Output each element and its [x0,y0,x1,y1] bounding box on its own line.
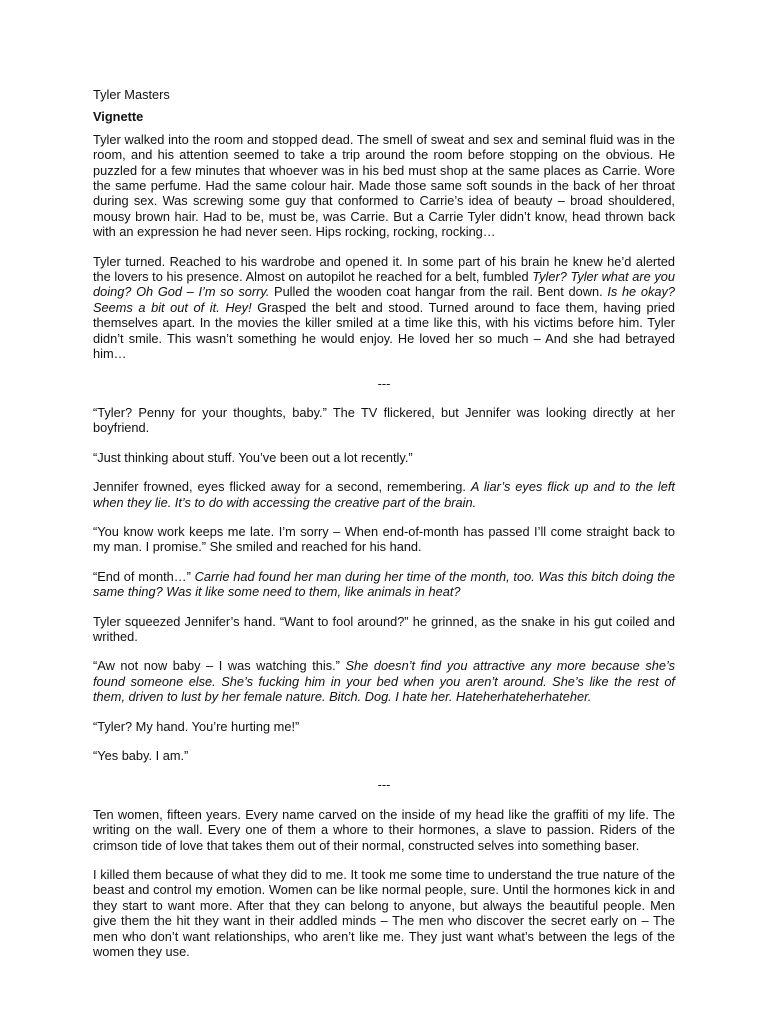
paragraph-2-text-a: Tyler turned. Reached to his wardrobe and opened it. In some part of his brain he knew he’d alerted the lovers to his presence. Almost on autopilot he reached for a belt, fumbled [93,253,675,285]
author-name: Tyler Masters [93,87,170,102]
paragraph-11: “Yes baby. I am.” [93,748,189,763]
paragraph-5 [93,479,675,510]
paragraph-7 [93,569,675,600]
paragraph-2-text-c: Pulled the wooden coat hangar from the rail. Bent down. [269,284,608,300]
paragraph-9-italic-b: She doesn’t find you attractive any more because she’s found someone else. She’s fucking him in your bed when you aren’t around. She’s like the rest of them, driven to lust by her female nature. Bitch. Dog. I hate her. Hateherhateherhateher. [93,658,675,705]
paragraph-2-text-e: Grasped the belt and stood. Turned around to face them, having pried themselves apart. In the movies the killer smiled at a time like this, with his victims before him. Tyler didn’t smile. This wasn’t something he would enjoy. He loved her so much – And she had betrayed him… [93,299,675,362]
paragraph-10: “Tyler? My hand. You’re hurting me!” [93,718,300,734]
document-title: Vignette [93,109,144,125]
paragraph-8: Tyler squeezed Jennifer’s hand. “Want to fool around?” he grinned, as the snake in his gut coiled and writhed. [93,613,675,644]
paragraph-2-italic-b: Tyler? Tyler what are you doing? Oh God – I’m so sorry. [93,269,675,300]
paragraph-7-italic-b: Carrie had found her man during her time of the month, too. Was this bitch doing the same thing? Was it like some need to them, like animals in heat? [93,568,675,600]
paragraph-4: “Just thinking about stuff. You’ve been out a lot recently.” [93,449,413,465]
paragraph-2-italic-d: Is he okay? Seems a bit out of it. Hey! [93,284,675,315]
paragraph-12: Ten women, fifteen years. Every name carved on the inside of my head like the graffiti of my life. The writing on the wall. Every one of them a whore to their hormones, a slave to passion. Riders of the crimson tide of love that takes them out of their normal, constructed selves into something baser. [93,806,675,853]
paragraph-13: I killed them because of what they did to me. It took me some time to understand the true nature of the beast and control my emotion. Women can be like normal people, sure. Until the hormones kick in and they start to want more. After that they can belong to anyone, but always the beautiful people. Men give them the hit they want in their addled minds – The men who discover the secret early on – The men who don’t want relationships, who aren’t like me. They just want what’s between the legs of the women they use. [93,867,675,960]
paragraph-5-text-a: Jennifer frowned, eyes flicked away for a second, remembering. [93,479,471,495]
paragraph-6: “You know work keeps me late. I’m sorry – When end-of-month has passed I’ll come straight back to my man. I promise.” She smiled and reached for his hand. [93,523,675,555]
paragraph-7-text-a: “End of month…” [93,568,195,584]
paragraph-5-italic-b: A liar’s eyes flick up and to the left when they lie. It’s to do with accessing the creative part of the brain. [93,479,675,510]
paragraph-3: “Tyler? Penny for your thoughts, baby.” The TV flickered, but Jennifer was looking directly at her boyfriend. [93,404,675,436]
paragraph-2 [93,254,675,362]
paragraph-1: Tyler walked into the room and stopped dead. The smell of sweat and sex and seminal fluid was in the room, and his attention seemed to take a trip around the room before stopping on the obvious. He puzzled for a few minutes that whoever was in his bed must shop at the same places as Carrie. Wore the same perfume. Had the same colour hair. Made those same soft sounds in the back of her throat during sex. Was screwing some guy that conformed to Carrie’s idea of beauty – broad shouldered, mousy brown hair. Had to be, must be, was Carrie. But a Carrie Tyler didn’t know, head thrown back with an expression he had never seen. Hips rocking, rocking, rocking… [93,131,675,240]
section-separator-2: --- [377,777,391,793]
paragraph-9 [93,658,675,704]
section-separator-1: --- [377,375,391,391]
paragraph-9-text-a: “Aw not now baby – I was watching this.” [93,658,346,674]
